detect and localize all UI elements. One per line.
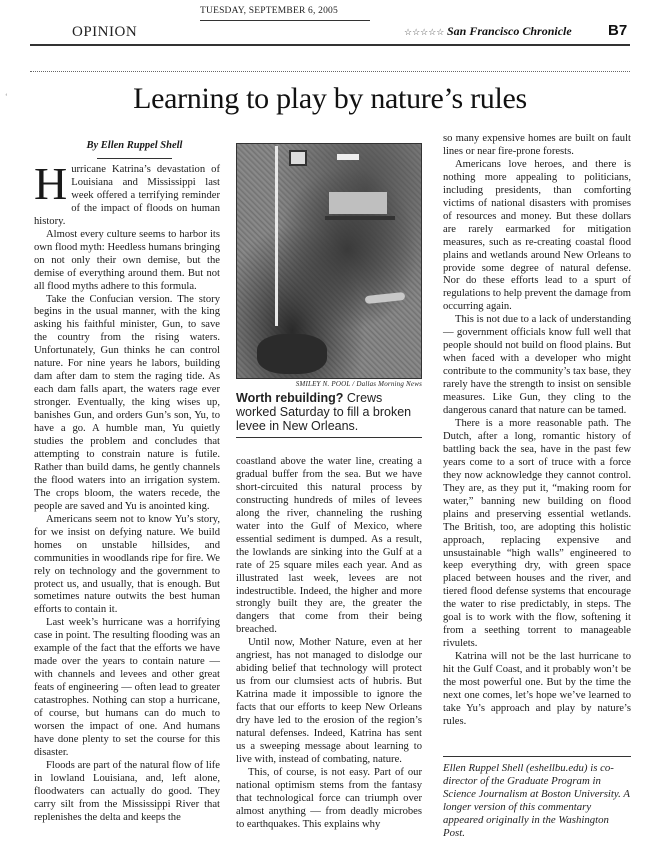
paragraph: This is not due to a lack of understanding — government officials know full well that people should not build on flood plains. But when faced with a developer who might contribute to the community’s tax base, they rarely have the strength to insist on sensible measures. Like Gun, they cling to the dangerous canard that nature can be tamed.	[443, 314, 631, 417]
paragraph: so many expensive homes are built on fault lines or near fire-prone forests.	[443, 133, 631, 157]
paragraph: Until now, Mother Nature, even at her angriest, has not managed to dislodge our abiding belief that technology will protect us from our clumsiest acts of hubris. But Katrina made it impossible to ignore the facts that our efforts to keep New Orleans dry have led to the erosion of the region’s natural defenses. Indeed, Katrina has sent us a sweeping message about learning to live with, instead of combating, nature.	[236, 637, 422, 765]
paragraph: Hurricane Katrina’s devastation of Louisiana and Mississippi last week offered a terrifying reminder of the impact of floods on human history.	[34, 158, 220, 227]
paragraph: Floods are part of the natural flow of life in lowland Louisiana, and, left alone, floodwaters can actually do good. They carry silt from the Mississippi River that replenishes the delta and keeps the	[34, 759, 220, 823]
paragraph: coastland above the water line, creating a gradual buffer from the sea. But we have short-circuited this natural process by constructing hundreds of miles of levees along the river, channeling the rushing water into the Gulf of Mexico, where essential sediment is dumped. As a result, the lowlands are sinking into the Gulf at a rate of 25 square miles each year. And as illustrated last week, levees are not indestructible. Indeed, the higher and more strongly built they are, the greater the dangers that come from their being breached.	[236, 456, 422, 636]
paragraph: Americans seem not to know Yu’s story, for we insist on defying nature. We build homes on unstable hillsides, and communities in woodlands ripe for fire. We rely on technology and the government to protect us, and usually, that is enough. But sometimes nature outwits the best human efforts to contain it.	[34, 513, 220, 616]
article-column-1	[34, 158, 220, 825]
paragraph: Almost every culture seems to harbor its own flood myth: Heedless humans bringing on not only their own demise, but the demise of everything around them. But not all flood myths adhere to this formula.	[34, 228, 220, 292]
dotted-divider	[30, 71, 630, 72]
newspaper-name: San Francisco Chronicle	[447, 24, 572, 38]
paragraph: This, of course, is not easy. Part of our national optimism stems from the fantasy that technological force can triumph over almost anything — from deadly microbes to earthquakes. This explains why	[236, 766, 422, 830]
issue-date: TUESDAY, SEPTEMBER 6, 2005	[200, 6, 338, 16]
paragraph: There is a more reasonable path. The Dutch, after a long, romantic history of battling back the sea, have in the past few years come to a sort of truce with a force they now acknowledge they cannot control. They are, as they put it, “making room for water,” banning new building on flood plains and preserving essential wetlands. The British, too, are adopting this holistic approach, replacing expensive and unsustainable “high walls” engineered to keep everything dry, with green space placed between houses and the river, and tiered flood defense systems that encourage the water to rise predictably, in steps. The goal is to work with the flow, softening it from a seething torrent to manageable rivulets.	[443, 417, 631, 650]
paragraph: Last week’s hurricane was a horrifying case in point. The resulting flooding was an example of the fact that the efforts we have made over the years to contain nature — with channels and levees and other great feats of engineering — often lead to greater catastrophes. Nothing can stop a hurricane, of course, but humans can do much to worsen the impact of one. And humans have done plenty to set the course for this disaster.	[34, 617, 220, 758]
levee-photo	[236, 143, 422, 379]
bio-rule	[443, 756, 631, 757]
caption-text: Crews worked Saturday to fill a broken levee in New Orleans.	[236, 391, 412, 433]
paragraph: Take the Confucian version. The story begins in the usual manner, with the king asking his faithful minister, Gun, to save the country from the rising waters. Unfortunately, Gun thinks he can control nature. For nine years he labors, building dam after dam to stem the raging tide. As each dam falls apart, the waters rage ever stronger. Eventually, the king wises up, banishes Gun, and orders Gun’s son, Yu, to have a go. A humble man, Yu quietly studies the problem and concludes that attempting to constrain nature is futile. Rather than build dams, he gently channels the flood waters into an irrigation system. The crops bloom, the waters recede, the people are saved and Yu is anointed king.	[34, 293, 220, 512]
date-underline	[200, 20, 370, 21]
byline: By Ellen Ruppel Shell	[86, 140, 183, 151]
article-column-2	[236, 456, 422, 832]
paragraph: Katrina will not be the last hurricane to hit the Gulf Coast, and it probably won’t be the most powerful one. But by the time the next one comes, let’s hope we’ve learned to take Yu’s approach and play by nature’s rules.	[443, 651, 631, 727]
caption-rule	[236, 437, 422, 438]
drop-cap: H	[34, 158, 68, 209]
author-bio: Ellen Ruppel Shell (eshellbu.edu) is co-director of the Graduate Program in Science Journalism at Boston University. A longer version of this commentary appeared originally in the Washington Post.	[443, 762, 630, 839]
edition-stars-icon: ☆☆☆☆☆	[404, 27, 445, 37]
paragraph: Americans love heroes, and there is nothing more appealing to politicians, including presidents, than comforting victims of national disasters with promises of resources and money. But these dollars are rarely earmarked for mitigation measures, such as re-creating coastal flood plains and wetlands around New Orleans to provide some degree of natural defense. Nor do these efforts lead to a spurt of regulations to help prevent the damage from occurring again.	[443, 158, 631, 313]
page-number: B7	[608, 22, 628, 39]
section-name: OPINION	[72, 24, 138, 40]
article-column-3	[443, 133, 631, 729]
caption-lead: Worth rebuilding?	[236, 391, 344, 405]
byline-rule	[97, 158, 172, 159]
photo-caption	[236, 391, 422, 433]
headline: Learning to play by nature’s rules	[133, 82, 527, 115]
photo-credit: SMILEY N. POOL / Dallas Morning News	[295, 380, 422, 388]
scan-mark: ‘	[5, 92, 8, 101]
masthead-rule	[30, 44, 630, 46]
